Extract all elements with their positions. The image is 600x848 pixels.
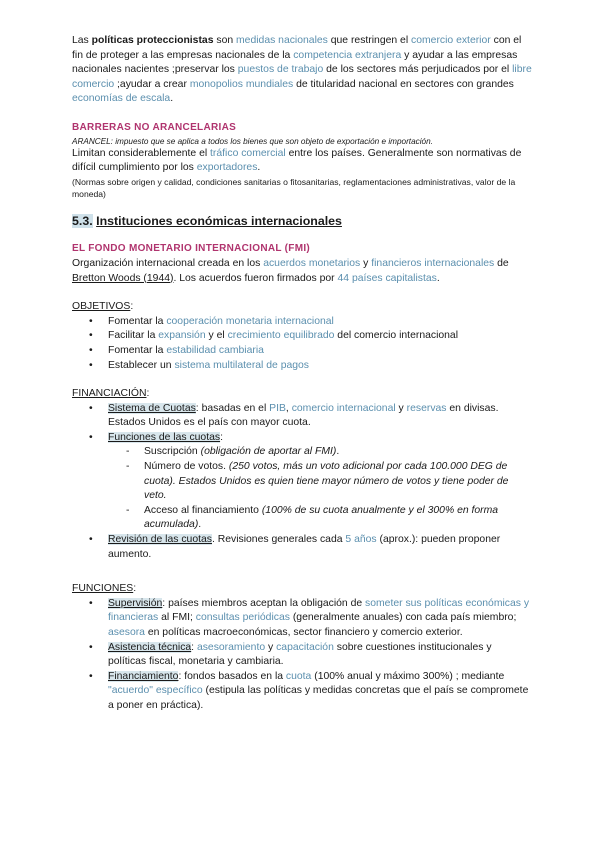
funciones-heading: [72, 582, 532, 597]
text: y: [395, 402, 407, 414]
keyword: exportadores: [196, 162, 258, 174]
text: sobre cuestiones institucionales y políticas fiscal, monetaria y cambiaria.: [108, 641, 492, 668]
keyword: expansión: [158, 330, 206, 342]
keyword: sistema multilateral de pagos: [174, 359, 310, 371]
keyword: comercio exterior: [411, 35, 491, 46]
heading-text: FINANCIACIÓN: [72, 388, 147, 400]
text: (aprox.): pueden proponer aumento.: [108, 534, 501, 560]
fmi-heading: EL FONDO MONETARIO INTERNACIONAL (FMI): [72, 243, 311, 255]
keyword: consultas periódicas: [195, 612, 290, 624]
keyword: someter sus políticas económicas y financieras: [108, 597, 530, 624]
text: ;ayudar a crear: [114, 78, 190, 90]
text: de titularidad nacional en sectores con grandes: [293, 78, 514, 90]
text: del comercio internacional: [334, 330, 459, 342]
text: al FMI;: [158, 612, 196, 624]
objetivos-list: [72, 315, 532, 373]
text: (100% anual y máximo 300%) ; mediante: [311, 670, 505, 682]
barreras-paragraph: [72, 147, 532, 176]
text: Número de votos.: [144, 461, 229, 473]
keyword: acuerdos monetarios: [263, 257, 361, 269]
highlight-label: Asistencia técnica: [108, 641, 192, 653]
keyword: crecimiento equilibrado: [227, 330, 335, 342]
list-item: [72, 431, 532, 533]
text: Acceso al financiamiento: [144, 504, 262, 516]
text: Establecer un: [108, 359, 175, 371]
text: que restringen el: [327, 35, 412, 46]
keyword: comercio internacional: [291, 402, 396, 414]
keyword: libre comercio: [72, 64, 532, 90]
text: Limitan considerablemente el: [72, 147, 211, 159]
keyword: monopolios mundiales: [189, 78, 294, 90]
text: (estipula las políticas y medidas concretas que el país se compromete a poner en práctica).: [108, 685, 529, 711]
colon: :: [130, 301, 134, 313]
section-number: 5.3.: [72, 213, 93, 228]
keyword: tráfico comercial: [210, 147, 286, 159]
keyword: asesoramiento: [196, 641, 266, 653]
text: . Los acuerdos fueron firmados por: [173, 272, 338, 284]
text: .: [198, 519, 202, 531]
keyword: economías de escala: [72, 93, 171, 105]
document-content: [72, 34, 532, 714]
highlight-label: Financiamiento: [108, 670, 179, 682]
financiacion-heading: [72, 387, 532, 402]
colon: :: [133, 583, 137, 595]
section-title: Instituciones económicas internacionales: [96, 213, 342, 228]
keyword: estabilidad cambiaria: [166, 344, 264, 356]
keyword: cuota: [285, 670, 312, 682]
text: son: [213, 35, 237, 46]
arancel-definition: [72, 136, 532, 147]
text: y: [360, 257, 372, 269]
keyword: financieros internacionales: [371, 257, 495, 269]
objetivos-section: [72, 300, 532, 373]
text: .: [170, 93, 174, 105]
list-item: [72, 597, 532, 641]
keyword: asesora: [108, 627, 145, 638]
keyword: puestos de trabajo: [237, 64, 324, 76]
text: ,: [285, 402, 292, 414]
italic-text: (obligación de aportar al FMI): [200, 446, 337, 458]
text: .: [336, 446, 340, 458]
text: de: [494, 257, 509, 269]
arancel-text: ARANCEL: impuesto que se aplica a todos los bienes que son objeto de exportación e importación.: [72, 136, 433, 146]
text: (generalmente anuales) con cada país miembro;: [289, 612, 517, 624]
highlight-label: Funciones de las cuotas: [108, 431, 221, 443]
funciones-list: [72, 597, 532, 714]
text: : países miembros aceptan la obligación de: [162, 597, 366, 609]
highlight-label: Revisión de las cuotas: [108, 534, 212, 546]
text: entre los países. Generalmente son normativas de difícil cumplimiento por los: [72, 147, 522, 174]
bretton-woods: Bretton Woods (1944): [72, 272, 174, 284]
list-item: [72, 402, 532, 431]
keyword: PIB: [269, 402, 286, 414]
text: en políticas macroeconómicas, sector financiero y comercio exterior.: [144, 627, 463, 638]
fmi-section: [72, 242, 532, 286]
text: .: [436, 272, 440, 284]
funciones-cuotas-sublist: [108, 445, 532, 533]
italic-text: (100% de su cuota anualmente y el 300% en forma acumulada): [144, 504, 499, 531]
keyword: capacitación: [276, 641, 334, 653]
barreras-normas: (Normas sobre origen y calidad, condiciones sanitarias o fitosanitarias, reglamentaciones administrativas, valor de la moneda): [72, 176, 516, 199]
text: Fomentar la: [108, 344, 167, 356]
heading-text: FUNCIONES: [72, 583, 134, 595]
intro-paragraph: [72, 34, 532, 107]
keyword: competencia extranjera: [293, 49, 402, 61]
text: y el: [205, 330, 228, 342]
text: Organización internacional creada en los: [72, 257, 264, 269]
highlight-label: Sistema de Cuotas: [108, 402, 196, 414]
text: . Revisiones generales cada: [211, 534, 346, 546]
list-item: [72, 533, 532, 562]
list-item: [72, 329, 532, 344]
text: Fomentar la: [108, 315, 167, 327]
financiacion-section: [72, 387, 532, 562]
keyword: 44 países capitalistas: [337, 272, 437, 284]
keyword: cooperación monetaria internacional: [166, 315, 334, 327]
keyword: medidas nacionales: [236, 35, 328, 46]
text: en divisas. Estados Unidos es el país con mayor cuota.: [108, 402, 499, 429]
text: :: [191, 641, 197, 653]
financiacion-list: [72, 402, 532, 563]
text: : fondos basados en la: [178, 670, 286, 682]
text: y ayudar a las empresas nacionales nacientes ;preservar los: [72, 49, 518, 76]
sublist-item: [108, 460, 532, 504]
text: de los sectores más perjudicados por el: [323, 64, 513, 76]
keyword: 5 años: [345, 534, 377, 546]
text: y: [265, 641, 277, 653]
funciones-section: [72, 582, 532, 713]
text: con el fin de proteger a las empresas nacionales de la: [72, 35, 522, 61]
barreras-heading: BARRERAS NO ARANCELARIAS: [72, 121, 237, 133]
bold-term: políticas proteccionistas: [91, 35, 214, 46]
list-item: [72, 344, 532, 359]
keyword: "acuerdo" específico: [108, 685, 203, 697]
text: .: [257, 162, 261, 174]
colon: :: [146, 388, 150, 400]
list-item: [72, 670, 532, 714]
barreras-section: [72, 121, 532, 200]
list-item: [72, 641, 532, 670]
highlight-label: Supervisión: [108, 597, 163, 609]
objetivos-heading: [72, 300, 532, 315]
list-item: [72, 359, 532, 374]
keyword: reservas: [406, 402, 447, 414]
text: Facilitar la: [108, 330, 159, 342]
fmi-paragraph: [72, 257, 532, 286]
text: Las: [72, 35, 92, 46]
text: : basadas en el: [195, 402, 270, 414]
sublist-item: [108, 504, 532, 533]
text: Suscripción: [144, 446, 201, 458]
colon: :: [220, 431, 223, 443]
sublist-item: [108, 445, 532, 460]
section-heading: [72, 214, 532, 229]
heading-text: OBJETIVOS: [72, 301, 131, 313]
italic-text: (250 votos, más un voto adicional por cada 100.000 DEG de cuota). Estados Unidos es quien tiene mayor número de votos y tiene poder de veto.: [144, 461, 509, 502]
list-item: [72, 315, 532, 330]
